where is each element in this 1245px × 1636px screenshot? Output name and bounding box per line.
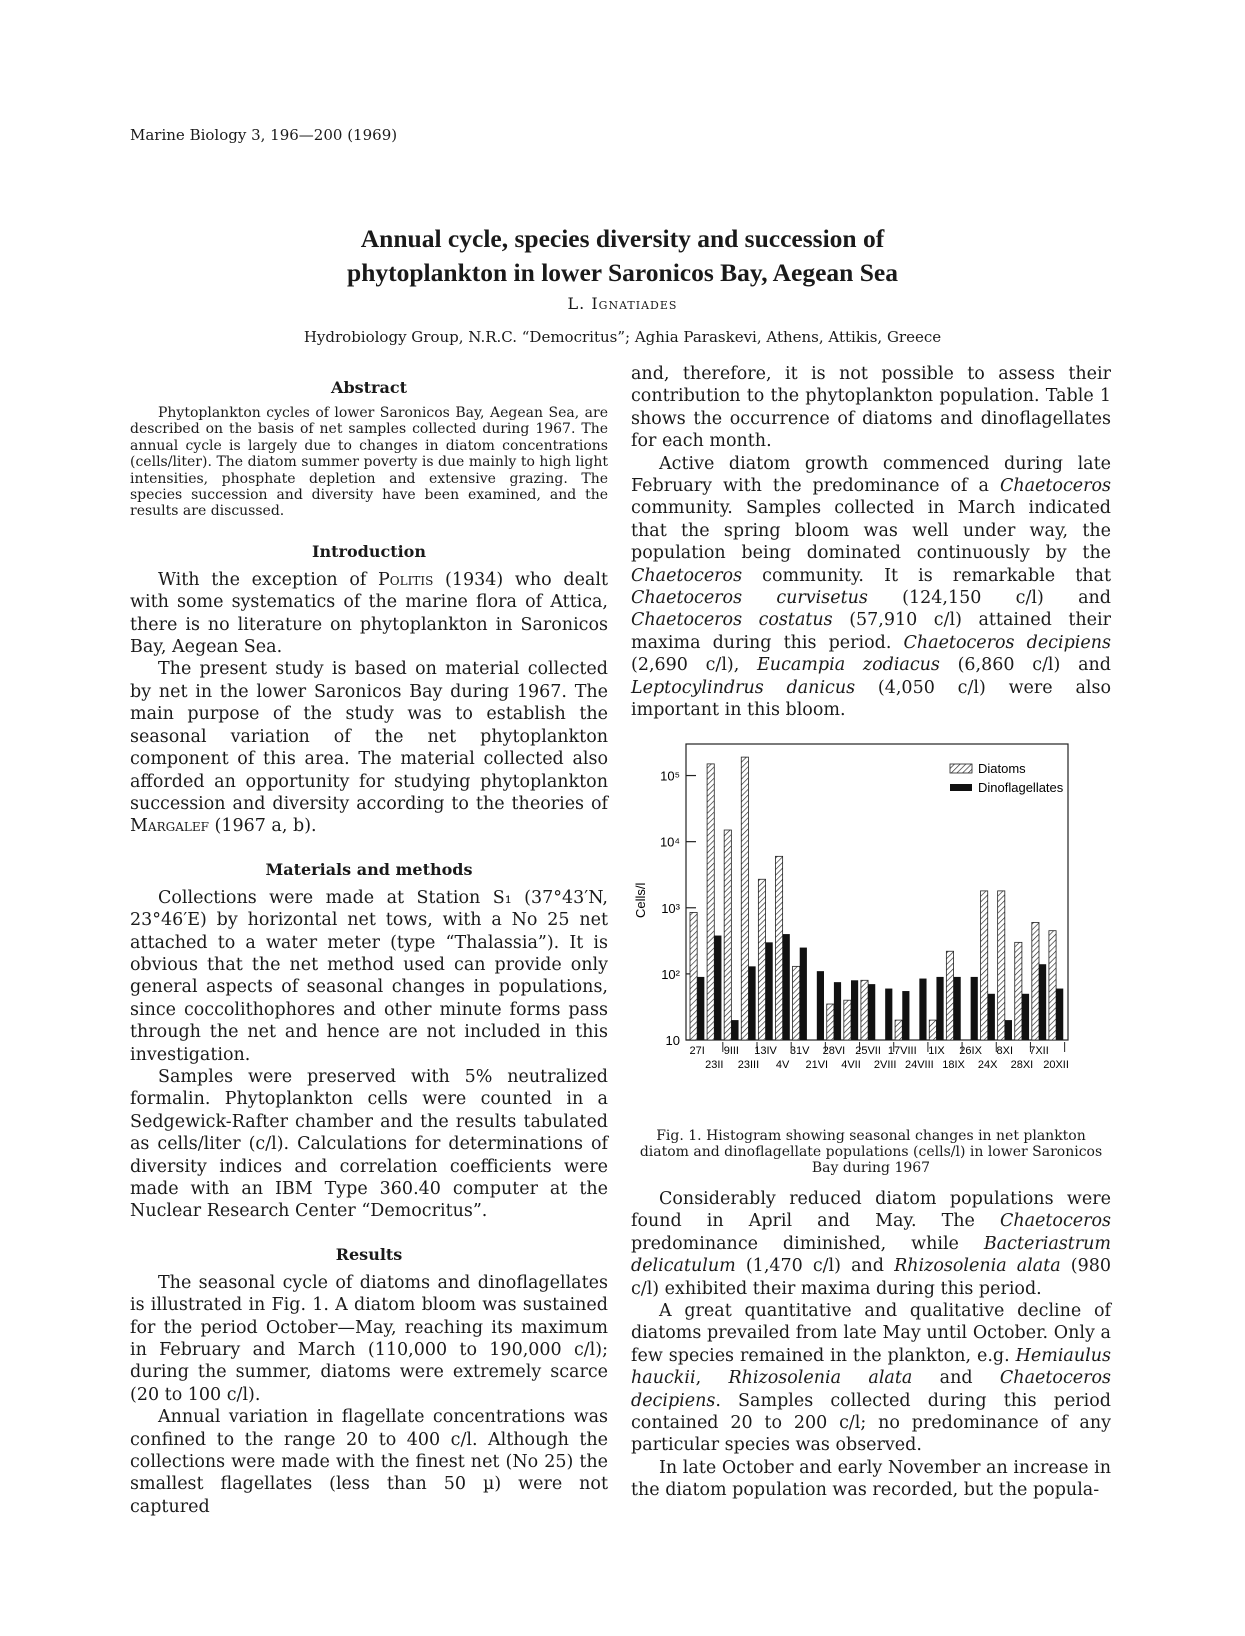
dinoflagellate-bar [697, 977, 704, 1040]
x-tick-label: 28VI [822, 1045, 846, 1057]
y-tick-label: 10⁴ [659, 834, 680, 850]
journal-reference: Marine Biology 3, 196—200 (1969) [130, 126, 398, 144]
legend-swatch-dinoflagellates [950, 784, 972, 791]
dinoflagellate-bar [919, 979, 926, 1040]
results-heading: Results [335, 1244, 403, 1264]
figure-1 [631, 742, 1111, 1102]
diatom-bar [929, 1020, 936, 1040]
x-tick-label: 8XI [996, 1045, 1014, 1057]
x-tick-label: 24VIII [904, 1059, 934, 1071]
april-may-paragraph: Considerably reduced diatom populations were found in April and May. The Chaetoceros predominance diminished, while Bacteriastrum delicatulum (1,470 c/l) and Rhizosolenia alata (980 c/l) exhibited their maxima during this period. [631, 1189, 1111, 1299]
left-column [130, 378, 608, 1518]
title-line-1: Annual cycle, species diversity and succession of [360, 224, 885, 253]
dinoflagellate-bar [885, 989, 892, 1040]
introduction-paragraph-2: The present study is based on material collected by net in the lower Saronicos Bay during 1967. The main purpose of the study was to establish the seasonal variation of the net phytoplankton component of this area. The material collected also afforded an opportunity for studying phytoplankton succession and diversity according to the theories of Margalef (1967 a, b). [130, 659, 608, 837]
x-tick-label: 31V [789, 1045, 810, 1057]
x-tick-label: 24X [977, 1059, 998, 1071]
dinoflagellate-bar [817, 971, 824, 1040]
y-axis-label: Cells/l [633, 882, 648, 918]
methods-paragraph-1: Collections were made at Station S₁ (37°43′N, 23°46′E) by horizontal net tows, with a No 25 net attached to a water meter (type “Thalassia”). It is obvious that the net method used can provide only general aspects of seasonal changes in populations, since coccolithophores and other minute forms pass through the net and hence are not included in this investigation. [130, 887, 608, 1065]
october-paragraph: In late October and early November an increase in the diatom population was recorded, but the popula- [631, 1457, 1111, 1501]
abstract-section [130, 378, 608, 520]
diatom-bar [758, 879, 765, 1040]
abstract-text: Phytoplankton cycles of lower Saronicos Bay, Aegean Sea, are described on the basis of net samples collected during 1967. The annual cycle is largely due to changes in diatom concentrations (cells/liter). The diatom summer poverty is due mainly to high light intensities, phosphate depletion and extensive grazing. The species succession and diversity have been examined, and the results are discussed. [130, 405, 608, 520]
x-tick-label: 18IX [942, 1059, 965, 1071]
dinoflagellate-bar [1005, 1020, 1012, 1040]
title-line-2: phytoplankton in lower Saronicos Bay, Aegean Sea [347, 258, 898, 287]
y-tick-label: 10³ [661, 900, 680, 916]
abstract-heading: Abstract [331, 378, 407, 397]
diatom-bar [1015, 942, 1022, 1040]
dinoflagellate-bar [954, 977, 961, 1040]
y-tick-label: 10² [661, 966, 680, 982]
diatom-bar [724, 830, 731, 1040]
dinoflagellate-bar [1039, 964, 1046, 1040]
diatom-bar [827, 1004, 834, 1040]
paper-title [0, 222, 1245, 290]
author-name: L. Ignatiades [567, 294, 678, 313]
legend-label-dinoflagellates: Dinoflagellates [978, 780, 1064, 795]
x-tick-label: 13IV [754, 1045, 777, 1057]
diatom-bar [1049, 931, 1056, 1040]
right-column-top [631, 363, 1111, 722]
diatom-bar [844, 1000, 851, 1040]
chaetoceros-paragraph: Active diatom growth commenced during late February with the predominance of a Chaetoceros community. Samples collected in March indicated that the spring bloom was well under way, the population being dominated continuously by the Chaetoceros community. It is remarkable that Chaetoceros curvisetus (124,150 c/l) and Chaetoceros costatus (57,910 c/l) attained their maxima during this period. Chaetoceros decipiens (2,690 c/l), Eucampia zodiacus (6,860 c/l) and Leptocylindrus danicus (4,050 c/l) were also important in this bloom. [631, 453, 1111, 721]
dinoflagellate-bar [731, 1020, 738, 1040]
introduction-heading: Introduction [312, 541, 426, 561]
diatom-bar [1032, 922, 1039, 1040]
x-tick-label: 23III [737, 1059, 760, 1071]
dinoflagellate-bar [851, 980, 858, 1040]
diatom-bar [895, 1020, 902, 1040]
diatom-bar [981, 891, 988, 1040]
histogram-chart [631, 742, 1111, 1102]
legend-swatch-diatoms [950, 764, 972, 773]
x-tick-label: 7XII [1029, 1045, 1049, 1057]
dinoflagellate-bar [971, 977, 978, 1040]
x-tick-label: 20XII [1043, 1059, 1069, 1071]
dinoflagellate-bar [988, 994, 995, 1040]
y-tick-label: 10 [665, 1033, 680, 1048]
dinoflagellate-bar [868, 984, 875, 1040]
x-tick-label: 2VIII [873, 1059, 897, 1071]
diatom-bar [861, 980, 868, 1040]
x-tick-label: 27I [689, 1045, 705, 1057]
methods-heading: Materials and methods [265, 859, 473, 879]
dinoflagellate-bar [1056, 989, 1063, 1040]
x-tick-label: 23II [705, 1059, 724, 1071]
right-column-bottom [631, 1188, 1111, 1502]
diatom-bar [793, 966, 800, 1040]
diatom-bar [741, 757, 748, 1040]
dinoflagellate-bar [714, 936, 721, 1040]
dinoflagellate-bar [834, 982, 841, 1040]
results-paragraph-2: Annual variation in flagellate concentrations was confined to the range 20 to 400 c/l. Although the collections were made with the finest net (No 25) the smallest flagellates (less than 50 µ) were not captured [130, 1407, 608, 1517]
continued-paragraph: and, therefore, it is not possible to assess their contribution to the phytoplankton population. Table 1 shows the occurrence of diatoms and dinoflagellates for each month. [631, 364, 1111, 452]
dinoflagellate-bar [1022, 994, 1029, 1040]
diatom-bar [707, 764, 714, 1040]
x-tick-label: 4VII [841, 1059, 861, 1071]
x-tick-label: 25VII [855, 1045, 881, 1057]
introduction-paragraph-1: With the exception of Politis (1934) who dealt with some systematics of the marine flora of Attica, there is no literature on phytoplankton in Saronicos Bay, Aegean Sea. [130, 569, 608, 658]
legend-label-diatoms: Diatoms [978, 761, 1026, 776]
affiliation: Hydrobiology Group, N.R.C. “Democritus”; Aghia Paraskevi, Athens, Attikis, Greece [303, 328, 942, 346]
x-tick-label: 9III [723, 1045, 740, 1057]
methods-paragraph-2: Samples were preserved with 5% neutralized formalin. Phytoplankton cells were counted in a Sedgewick-Rafter chamber and the results tabulated as cells/liter (c/l). Calculations for determinations of diversity indices and correlation coefficients were made with an IBM Type 360.40 computer at the Nuclear Research Center “Democritus”. [130, 1066, 608, 1222]
figure-caption: Fig. 1. Histogram showing seasonal changes in net plankton diatom and dinoflagellate populations (cells/l) in lower Saronicos Bay during 1967 [639, 1128, 1103, 1176]
x-tick-label: 1IX [928, 1045, 945, 1057]
dinoflagellate-bar [766, 942, 773, 1040]
decline-paragraph: A great quantitative and qualitative decline of diatoms prevailed from late May until October. Only a few species remained in the plankton, e.g. Hemiaulus hauckii, Rhizosolenia alata and Chaetoceros decipiens. Samples collected during this period contained 20 to 200 c/l; no predominance of any particular species was observed. [631, 1301, 1111, 1456]
x-tick-label: 17VIII [887, 1045, 917, 1057]
dinoflagellate-bar [902, 991, 909, 1040]
x-tick-label: 21VI [805, 1059, 829, 1071]
dinoflagellate-bar [748, 966, 755, 1040]
x-tick-label: 26IX [959, 1045, 982, 1057]
dinoflagellate-bar [936, 977, 943, 1040]
y-tick-label: 10⁵ [660, 768, 680, 784]
author [0, 294, 1245, 313]
diatom-bar [775, 856, 782, 1040]
dinoflagellate-bar [783, 934, 790, 1040]
diatom-bar [690, 912, 697, 1040]
diatom-bar [998, 891, 1005, 1040]
diatom-bar [946, 951, 953, 1040]
results-paragraph-1: The seasonal cycle of diatoms and dinoflagellates is illustrated in Fig. 1. A diatom bloom was sustained for the period October—May, reaching its maximum in February and March (110,000 to 190,000 c/l); during the summer, diatoms were extremely scarce (20 to 100 c/l). [130, 1272, 608, 1405]
x-tick-label: 4V [775, 1059, 790, 1071]
dinoflagellate-bar [800, 948, 807, 1040]
x-tick-label: 28XI [1010, 1059, 1034, 1071]
